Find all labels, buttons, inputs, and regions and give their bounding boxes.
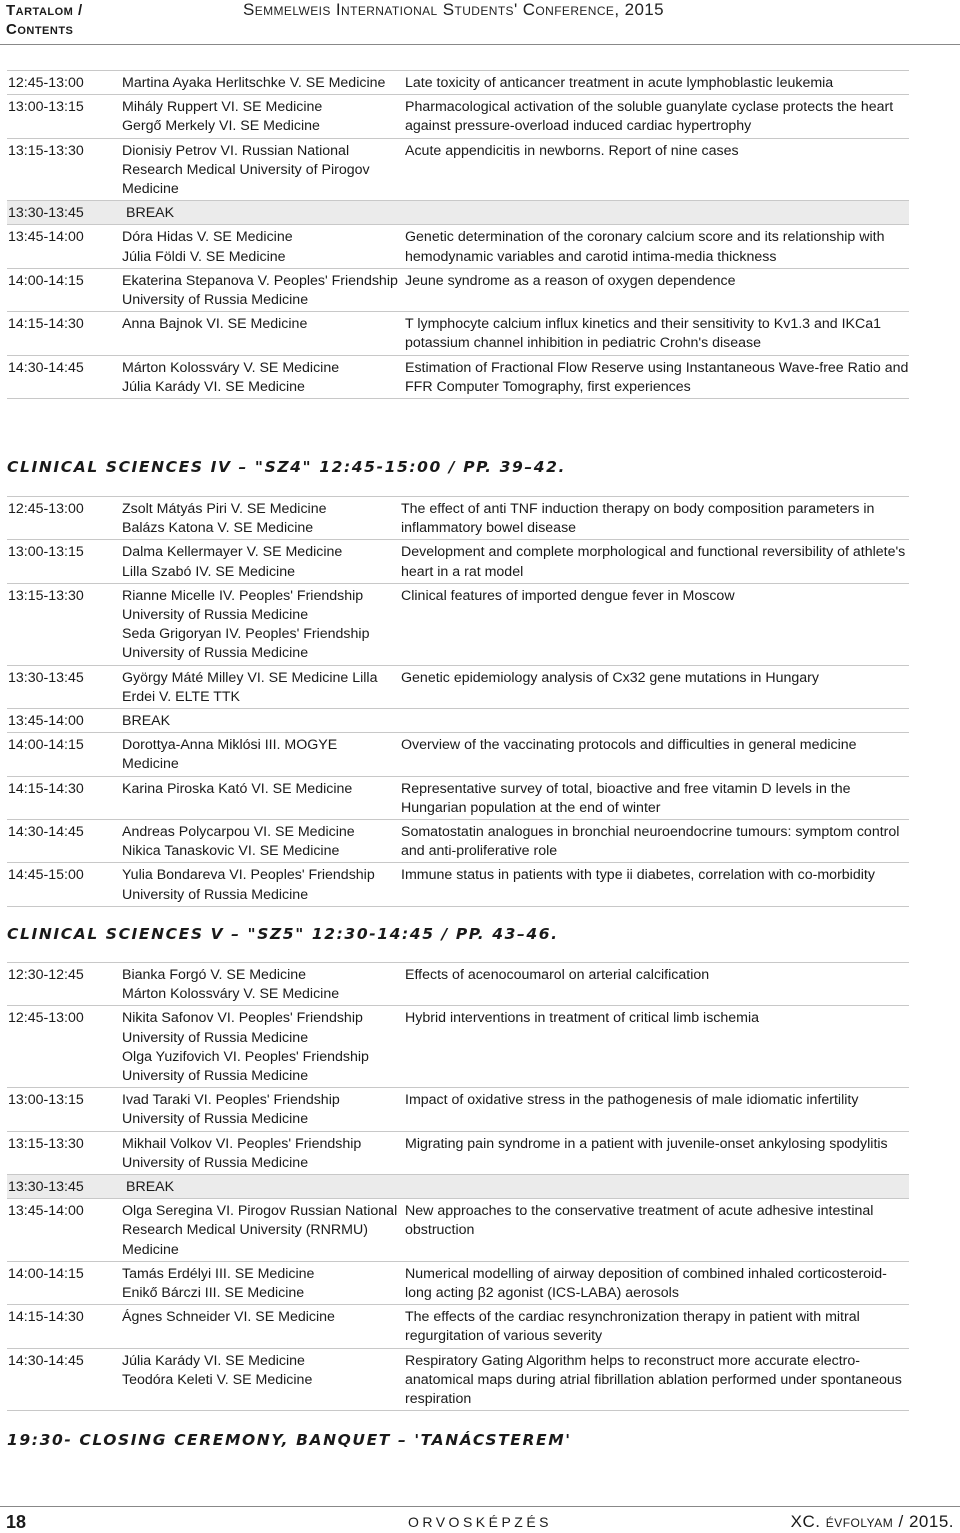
- presenter-cell: Tamás Erdélyi III. SE Medicine Enikő Bárczi III. SE Medicine: [122, 1261, 405, 1304]
- presenter-cell: Ivad Taraki VI. Peoples' Friendship University of Russia Medicine: [122, 1088, 405, 1131]
- topic-cell: Impact of oxidative stress in the pathogenesis of male idiomatic infertility: [405, 1088, 909, 1131]
- toc-line-1: Tartalom /: [6, 2, 83, 19]
- break-row: [7, 1175, 909, 1199]
- topic-cell: Clinical features of imported dengue fever in Moscow: [401, 583, 909, 665]
- footer-divider: [0, 1506, 960, 1507]
- presenter-cell: Bianka Forgó V. SE Medicine Márton Kolossváry V. SE Medicine: [122, 963, 405, 1006]
- presenter-cell: BREAK: [122, 1175, 405, 1199]
- table-row: [7, 138, 909, 201]
- presenter-cell: Mikhail Volkov VI. Peoples' Friendship University of Russia Medicine: [122, 1131, 405, 1174]
- table-row: [7, 71, 909, 95]
- session-time: 13:00-13:15: [7, 540, 122, 583]
- topic-cell: Representative survey of total, bioactive and free vitamin D levels in the Hungarian population at the end of winter: [401, 776, 909, 819]
- presenter-cell: Martina Ayaka Herlitschke V. SE Medicine: [122, 71, 405, 95]
- presenter-cell: Dorottya-Anna Miklósi III. MOGYE Medicine: [122, 733, 401, 776]
- presenter-cell: Dóra Hidas V. SE Medicine Júlia Földi V. SE Medicine: [122, 225, 405, 268]
- session-time: 14:15-14:30: [7, 776, 122, 819]
- session-time: 12:45-13:00: [7, 71, 122, 95]
- presenter-cell: Márton Kolossváry V. SE Medicine Júlia Karády VI. SE Medicine: [122, 355, 405, 398]
- topic-cell: Numerical modelling of airway deposition of combined inhaled corticosteroid-long acting β2 agonist (ICS-LABA) aerosols: [405, 1261, 909, 1304]
- session-time: 14:30-14:45: [7, 355, 122, 398]
- table-row: [7, 1088, 909, 1131]
- table-row: [7, 583, 909, 665]
- table-row: [7, 312, 909, 355]
- topic-cell: Development and complete morphological and functional reversibility of athlete's heart in a rat model: [401, 540, 909, 583]
- presenter-cell: Yulia Bondareva VI. Peoples' Friendship University of Russia Medicine: [122, 863, 401, 906]
- presenter-cell: Zsolt Mátyás Piri V. SE Medicine Balázs Katona V. SE Medicine: [122, 497, 401, 540]
- topic-cell: [405, 201, 909, 225]
- page-header: [0, 0, 960, 46]
- topic-cell: Hybrid interventions in treatment of critical limb ischemia: [405, 1006, 909, 1088]
- presenter-cell: Dalma Kellermayer V. SE Medicine Lilla Szabó IV. SE Medicine: [122, 540, 401, 583]
- presenter-cell: Karina Piroska Kató VI. SE Medicine: [122, 776, 401, 819]
- conference-title: Semmelweis International Students' Conference, 2015: [243, 0, 665, 19]
- table-row: [7, 1261, 909, 1304]
- topic-cell: Estimation of Fractional Flow Reserve using Instantaneous Wave-free Ratio and FFR Computer Tomography, first experiences: [405, 355, 909, 398]
- toc-line-2: Contents: [6, 21, 74, 38]
- page-number: 18: [6, 1512, 27, 1532]
- topic-cell: [401, 709, 909, 733]
- session-time: 12:45-13:00: [7, 1006, 122, 1088]
- session-time: 14:00-14:15: [7, 1261, 122, 1304]
- closing-ceremony: 19:30- CLOSING CEREMONY, BANQUET – 'TANÁCSTEREM': [7, 1431, 572, 1449]
- session-time: 13:30-13:45: [7, 1175, 122, 1199]
- session-time: 13:00-13:15: [7, 1088, 122, 1131]
- table-row: [7, 1305, 909, 1348]
- topic-cell: Respiratory Gating Algorithm helps to reconstruct more accurate electro-anatomical maps during atrial fibrillation ablation performed under spontaneous respiration: [405, 1348, 909, 1411]
- schedule-table-section4: [7, 496, 909, 907]
- presenter-cell: Anna Bajnok VI. SE Medicine: [122, 312, 405, 355]
- table-row: [7, 497, 909, 540]
- presenter-cell: György Máté Milley VI. SE Medicine Lilla Erdei V. ELTE TTK: [122, 665, 401, 708]
- session-time: 13:45-14:00: [7, 709, 122, 733]
- break-row: [7, 709, 909, 733]
- table-row: [7, 1348, 909, 1411]
- session-time: 13:15-13:30: [7, 583, 122, 665]
- session-time: 14:15-14:30: [7, 1305, 122, 1348]
- table-row: [7, 820, 909, 863]
- presenter-cell: Mihály Ruppert VI. SE Medicine Gergő Merkely VI. SE Medicine: [122, 95, 405, 138]
- session-time: 13:15-13:30: [7, 1131, 122, 1174]
- session-time: 14:30-14:45: [7, 820, 122, 863]
- session-time: 13:00-13:15: [7, 95, 122, 138]
- presenter-cell: Ekaterina Stepanova V. Peoples' Friendship University of Russia Medicine: [122, 268, 405, 311]
- journal-name: ORVOSKÉPZÉS: [407, 1514, 553, 1530]
- volume-label: XC. évfolyam / 2015.: [790, 1512, 954, 1531]
- presenter-cell: Ágnes Schneider VI. SE Medicine: [122, 1305, 405, 1348]
- table-row: [7, 665, 909, 708]
- session-time: 13:45-14:00: [7, 1199, 122, 1262]
- presenter-cell: BREAK: [122, 201, 405, 225]
- topic-cell: Genetic epidemiology analysis of Cx32 gene mutations in Hungary: [401, 665, 909, 708]
- topic-cell: [405, 1175, 909, 1199]
- topic-cell: Genetic determination of the coronary calcium score and its relationship with hemodynamic variables and carotid intima-media thickness: [405, 225, 909, 268]
- session-time: 14:30-14:45: [7, 1348, 122, 1411]
- topic-cell: Immune status in patients with type ii diabetes, correlation with co-morbidity: [401, 863, 909, 906]
- topic-cell: Somatostatin analogues in bronchial neuroendocrine tumours: symptom control and anti-proliferative role: [401, 820, 909, 863]
- session-time: 14:45-15:00: [7, 863, 122, 906]
- presenter-cell: Nikita Safonov VI. Peoples' Friendship University of Russia Medicine Olga Yuzifovich VI. Peoples' Friendship University of Russia Medicine: [122, 1006, 405, 1088]
- topic-cell: Pharmacological activation of the soluble guanylate cyclase protects the heart against pressure-overload induced cardiac hypertrophy: [405, 95, 909, 138]
- table-row: [7, 225, 909, 268]
- schedule-table-block1: [7, 70, 909, 399]
- topic-cell: Acute appendicitis in newborns. Report of nine cases: [405, 138, 909, 201]
- table-row: [7, 776, 909, 819]
- table-row: [7, 1006, 909, 1088]
- topic-cell: The effect of anti TNF induction therapy on body composition parameters in inflammatory bowel disease: [401, 497, 909, 540]
- table-row: [7, 268, 909, 311]
- topic-cell: T lymphocyte calcium influx kinetics and their sensitivity to Kv1.3 and IKCa1 potassium channel inhibition in pediatric Crohn's disease: [405, 312, 909, 355]
- session-time: 13:45-14:00: [7, 225, 122, 268]
- schedule-table-section5: [7, 962, 909, 1411]
- topic-cell: The effects of the cardiac resynchronization therapy in patient with mitral regurgitation of various severity: [405, 1305, 909, 1348]
- session-time: 14:15-14:30: [7, 312, 122, 355]
- presenter-cell: Olga Seregina VI. Pirogov Russian National Research Medical University (RNRMU) Medicine: [122, 1199, 405, 1262]
- table-row: [7, 355, 909, 398]
- session-time: 14:00-14:15: [7, 268, 122, 311]
- session-time: 13:30-13:45: [7, 665, 122, 708]
- topic-cell: Late toxicity of anticancer treatment in acute lymphoblastic leukemia: [405, 71, 909, 95]
- table-row: [7, 733, 909, 776]
- table-row: [7, 1131, 909, 1174]
- topic-cell: New approaches to the conservative treatment of acute adhesive intestinal obstruction: [405, 1199, 909, 1262]
- presenter-cell: Rianne Micelle IV. Peoples' Friendship University of Russia Medicine Seda Grigoryan IV. Peoples' Friendship University of Russia Medicine: [122, 583, 401, 665]
- table-row: [7, 1199, 909, 1262]
- presenter-cell: Júlia Karády VI. SE Medicine Teodóra Keleti V. SE Medicine: [122, 1348, 405, 1411]
- table-row: [7, 863, 909, 906]
- topic-cell: Overview of the vaccinating protocols and difficulties in general medicine: [401, 733, 909, 776]
- topic-cell: Effects of acenocoumarol on arterial calcification: [405, 963, 909, 1006]
- table-row: [7, 963, 909, 1006]
- table-row: [7, 540, 909, 583]
- session-time: 12:30-12:45: [7, 963, 122, 1006]
- break-row: [7, 201, 909, 225]
- session-time: 13:15-13:30: [7, 138, 122, 201]
- section4-heading: CLINICAL SCIENCES IV – "SZ4" 12:45-15:00 / PP. 39–42.: [7, 458, 566, 476]
- presenter-cell: Dionisiy Petrov VI. Russian National Research Medical University of Pirogov Medicine: [122, 138, 405, 201]
- section5-heading: CLINICAL SCIENCES V – "SZ5" 12:30-14:45 / PP. 43–46.: [7, 925, 559, 943]
- presenter-cell: BREAK: [122, 709, 401, 733]
- topic-cell: Migrating pain syndrome in a patient with juvenile-onset ankylosing spodylitis: [405, 1131, 909, 1174]
- table-row: [7, 95, 909, 138]
- session-time: 12:45-13:00: [7, 497, 122, 540]
- session-time: 13:30-13:45: [7, 201, 122, 225]
- session-time: 14:00-14:15: [7, 733, 122, 776]
- toc-label: [6, 1, 83, 39]
- topic-cell: Jeune syndrome as a reason of oxygen dependence: [405, 268, 909, 311]
- presenter-cell: Andreas Polycarpou VI. SE Medicine Nikica Tanaskovic VI. SE Medicine: [122, 820, 401, 863]
- header-divider: [0, 44, 960, 45]
